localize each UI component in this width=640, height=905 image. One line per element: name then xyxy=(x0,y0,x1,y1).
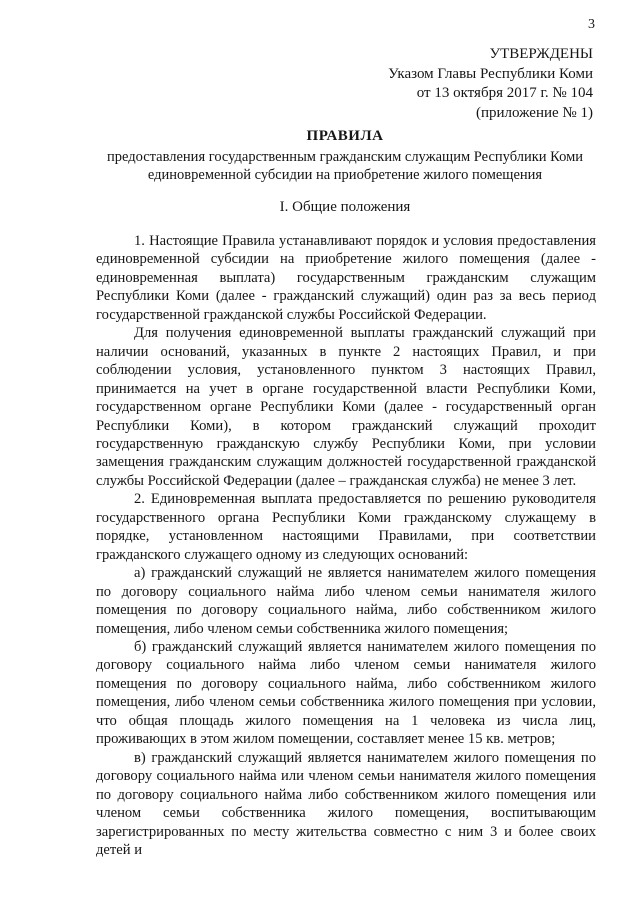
paragraph: 2. Единовременная выплата предоставляется по решению руководителя государственного органа Республики Коми гражданскому служащему в порядке, установленном настоящими Правилами, при соответствии гражданского служащего одному из следующих оснований: xyxy=(96,491,596,563)
page-number: 3 xyxy=(588,17,595,32)
subtitle-line: предоставления государственным гражданским служащим Республики Коми xyxy=(106,149,584,165)
paragraph: Для получения единовременной выплаты гражданский служащий при наличии оснований, указанных в пункте 2 настоящих Правил, и при соблюдении условия, установленного пунктом 3 настоящих Правил, принимается на учет в органе государственной власти Республики Коми, государственном органе Республики Коми (далее - государственный орган Республики Коми), в котором гражданский служащий проходит государственную гражданскую службу Республики Коми, при условии замещения гражданским служащим должностей государственной гражданской службы Российской Федерации (далее – гражданская служба) не менее 3 лет. xyxy=(96,325,596,489)
subtitle-line: единовременной субсидии на приобретение жилого помещения xyxy=(147,167,543,183)
list-item: а) гражданский служащий не является нанимателем жилого помещения по договору социального найма либо членом семьи нанимателя жилого помещения по договору социального найма, либо собственником жилого помещения, либо членом семьи собственника жилого помещения; xyxy=(96,565,596,637)
paragraph: 1. Настоящие Правила устанавливают порядок и условия предоставления единовременной субсидии на приобретение жилого помещения (далее - единовременная выплата) государственным гражданским служащим Республики Коми (далее - гражданский служащий) один раз за весь период государственной гражданской службы Российской Федерации. xyxy=(96,233,596,323)
list-item: в) гражданский служащий является нанимателем жилого помещения по договору социального найма или членом семьи нанимателя жилого помещения по договору социального найма либо собственником жилого помещения или членом семьи собственника жилого помещения, воспитывающим зарегистрированных по месту жительства совместно с ним 3 и более своих детей и xyxy=(96,749,596,858)
approval-date: от 13 октября 2017 г. № 104 xyxy=(416,85,593,101)
approval-appendix: (приложение № 1) xyxy=(475,104,593,121)
section-heading: I. Общие положения xyxy=(279,199,411,215)
list-item: б) гражданский служащий является нанимателем жилого помещения по договору социального найма либо членом семьи нанимателя жилого помещения по договору социального найма, либо собственником жилого помещения, либо членом семьи собственника жилого помещения при условии, что общая площадь жилого помещения на 1 человека из числа лиц, проживающих в этом жилом помещении, составляет менее 15 кв. метров; xyxy=(96,638,596,748)
approval-block xyxy=(388,45,593,123)
body-text xyxy=(96,232,596,859)
document-subtitle xyxy=(60,148,630,184)
document-title: ПРАВИЛА xyxy=(306,128,384,144)
approval-decree: Указом Главы Республики Коми xyxy=(388,65,593,82)
approval-heading: УТВЕРЖДЕНЫ xyxy=(489,46,593,62)
